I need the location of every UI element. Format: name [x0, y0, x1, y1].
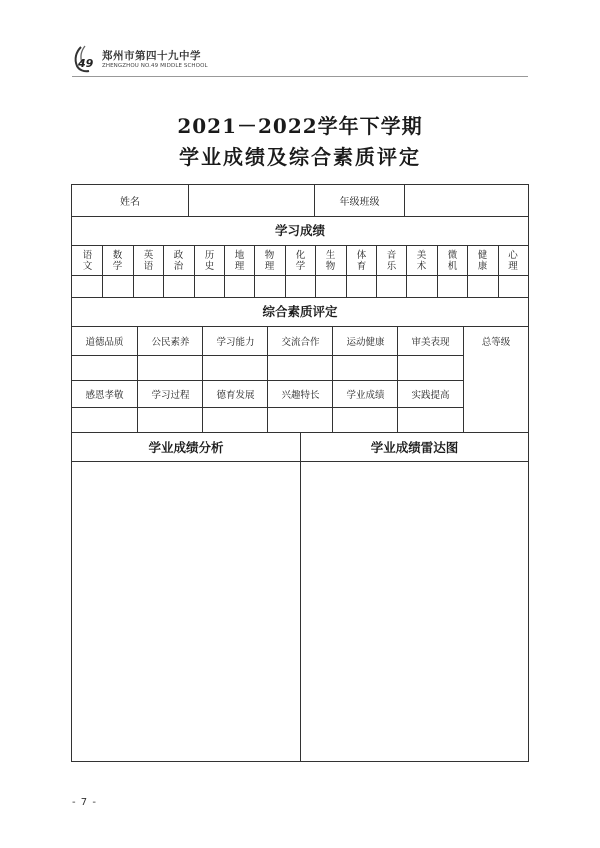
overall-grade-label: 总等级: [481, 337, 511, 348]
subject-biology: 生 物: [325, 249, 336, 272]
divider: [202, 326, 203, 432]
quality-row1-entry[interactable]: [72, 356, 464, 380]
quality-row2-entry[interactable]: [72, 408, 464, 432]
radar-chart-title: 学业成绩雷达图: [370, 440, 459, 455]
divider: [133, 245, 134, 297]
school-name-en: ZHENGZHOU NO.49 MIDDLE SCHOOL: [102, 63, 208, 69]
subject-computer: 微 机: [447, 249, 458, 272]
page-number: - 7 -: [72, 797, 97, 808]
radar-chart-area[interactable]: [301, 462, 528, 761]
subject-politics: 政 治: [173, 249, 184, 272]
quality-section-title: 综合素质评定: [262, 304, 338, 319]
quality-gratitude: 感恩孝敬: [85, 390, 124, 401]
school-emblem-icon: [72, 44, 100, 74]
page-title-term: 2021－2022学年下学期: [177, 114, 423, 138]
subject-physics: 物 理: [264, 249, 275, 272]
quality-sports-health: 运动健康: [346, 337, 385, 348]
subject-pe: 体 育: [356, 249, 367, 272]
divider: [467, 245, 468, 297]
logo-number: 49: [78, 57, 94, 70]
divider: [346, 245, 347, 297]
divider: [314, 185, 315, 216]
divider: [188, 185, 189, 216]
overall-grade-value[interactable]: [464, 356, 528, 432]
divider: [463, 326, 464, 432]
page-title-report: 学业成绩及综合素质评定: [179, 145, 421, 169]
divider: [397, 326, 398, 432]
divider: [102, 245, 103, 297]
subject-art: 美 术: [416, 249, 427, 272]
school-name-cn: 郑州市第四十九中学: [102, 50, 201, 62]
name-label: 姓名: [120, 197, 140, 208]
divider: [376, 245, 377, 297]
subject-chemistry: 化 学: [295, 249, 306, 272]
subject-geography: 地 理: [234, 249, 245, 272]
divider: [267, 326, 268, 432]
divider: [137, 326, 138, 432]
divider: [404, 185, 405, 216]
subject-english: 英 语: [143, 249, 154, 272]
name-value[interactable]: [189, 185, 314, 216]
divider: [285, 245, 286, 297]
quality-civic: 公民素养: [151, 337, 190, 348]
report-form: [71, 184, 529, 762]
header-divider: [72, 76, 528, 77]
divider: [254, 245, 255, 297]
subject-health: 健 康: [477, 249, 488, 272]
subject-history: 历 史: [204, 249, 215, 272]
subject-chinese: 语 文: [82, 249, 93, 272]
divider: [406, 245, 407, 297]
quality-cooperation: 交流合作: [281, 337, 320, 348]
school-logo: [72, 44, 222, 74]
quality-learning-process: 学习过程: [151, 390, 190, 401]
quality-learning-ability: 学习能力: [216, 337, 255, 348]
quality-academic-results: 学业成绩: [346, 390, 385, 401]
divider: [194, 245, 195, 297]
quality-interests: 兴趣特长: [281, 390, 320, 401]
academic-section-title: 学习成绩: [274, 223, 325, 238]
class-label: 年级班级: [339, 197, 380, 208]
subject-psychology: 心 理: [508, 249, 518, 272]
divider: [315, 245, 316, 297]
analysis-title: 学业成绩分析: [148, 440, 224, 455]
divider: [163, 245, 164, 297]
subject-math: 数 学: [112, 249, 123, 272]
quality-aesthetic: 审美表现: [411, 337, 450, 348]
divider: [437, 245, 438, 297]
quality-moral-development: 德育发展: [216, 390, 255, 401]
class-value[interactable]: [405, 185, 528, 216]
quality-moral: 道德品质: [85, 337, 124, 348]
analysis-text-area[interactable]: [72, 462, 300, 761]
divider: [332, 326, 333, 432]
score-entry-row[interactable]: [72, 276, 528, 297]
divider: [498, 245, 499, 297]
quality-practice: 实践提高: [411, 390, 450, 401]
divider: [224, 245, 225, 297]
subject-music: 音 乐: [386, 249, 397, 272]
